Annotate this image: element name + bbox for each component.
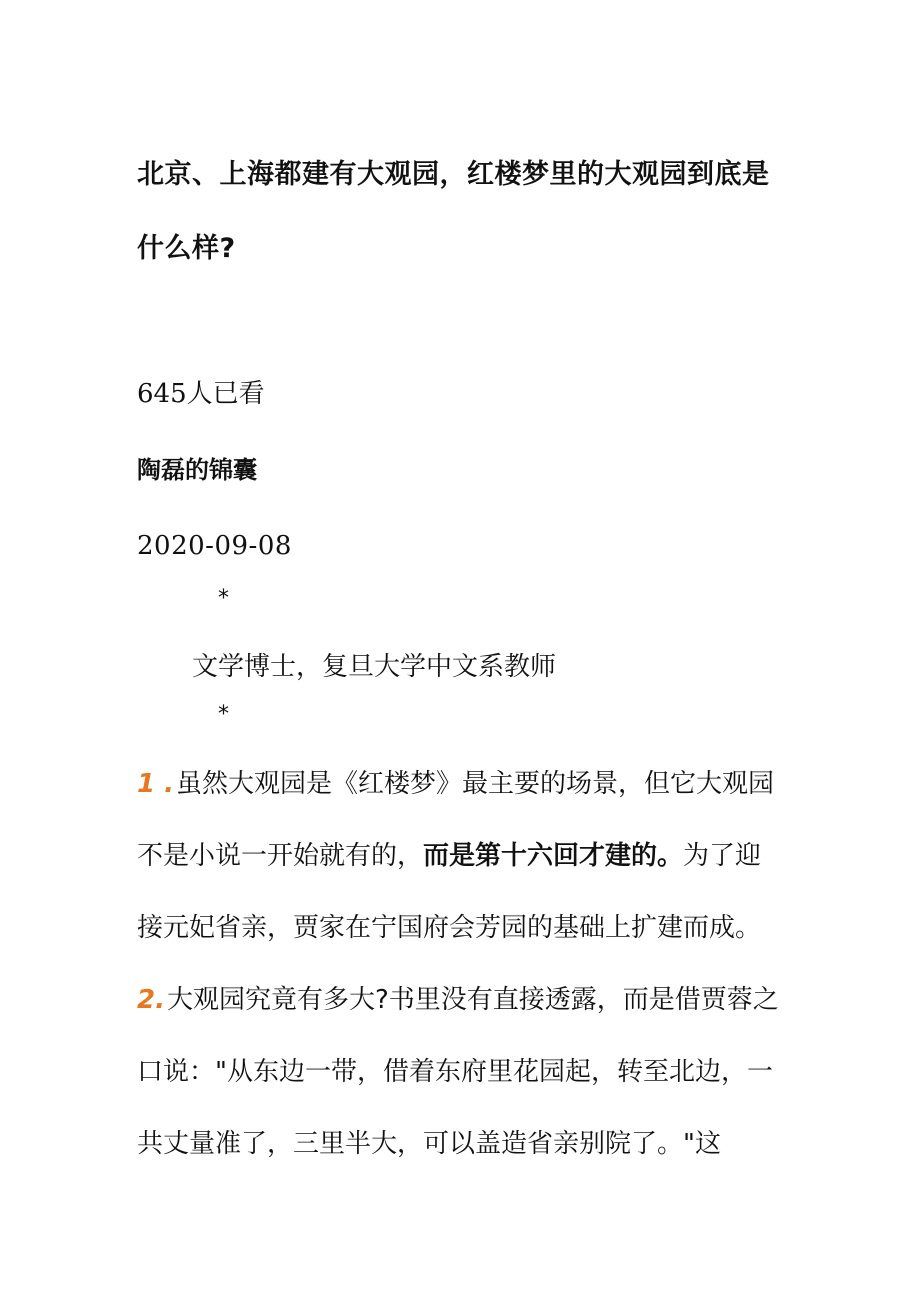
paragraph-2 <box>137 964 787 1180</box>
paragraph-1-text-before: 虽然大观园是《红楼梦》最主要的场景，但它大观园不是小说一开始就有的， <box>137 769 775 871</box>
author-name: 陶磊的锦囊 <box>137 456 257 484</box>
paragraph-1-bold-text: 而是第十六回才建的。 <box>423 841 684 871</box>
author-credential: 文学博士，复旦大学中文系教师 <box>192 652 557 682</box>
article-title: 北京、上海都建有大观园，红楼梦里的大观园到底是什么样? <box>137 159 770 264</box>
separator-star-bottom: * <box>218 702 229 727</box>
view-count: 645人已看 <box>137 379 265 409</box>
paragraph-number-2: 2. <box>137 985 165 1015</box>
paragraph-number-1: 1 . <box>137 769 175 799</box>
publish-date: 2020-09-08 <box>137 531 292 561</box>
paragraph-1 <box>137 748 787 964</box>
paragraph-2-text: 大观园究竟有多大?书里没有直接透露，而是借贾蓉之口说："从东边一带，借着东府里花园起，转至北边，一共丈量准了，三里半大，可以盖造省亲别院了。"这 <box>137 985 779 1159</box>
article-body <box>137 748 787 1180</box>
paragraph-1-text-after: 为了迎接元妃省亲，贾家在宁国府会芳园的基础上扩建而成。 <box>137 841 762 943</box>
separator-star-top: * <box>218 586 229 611</box>
